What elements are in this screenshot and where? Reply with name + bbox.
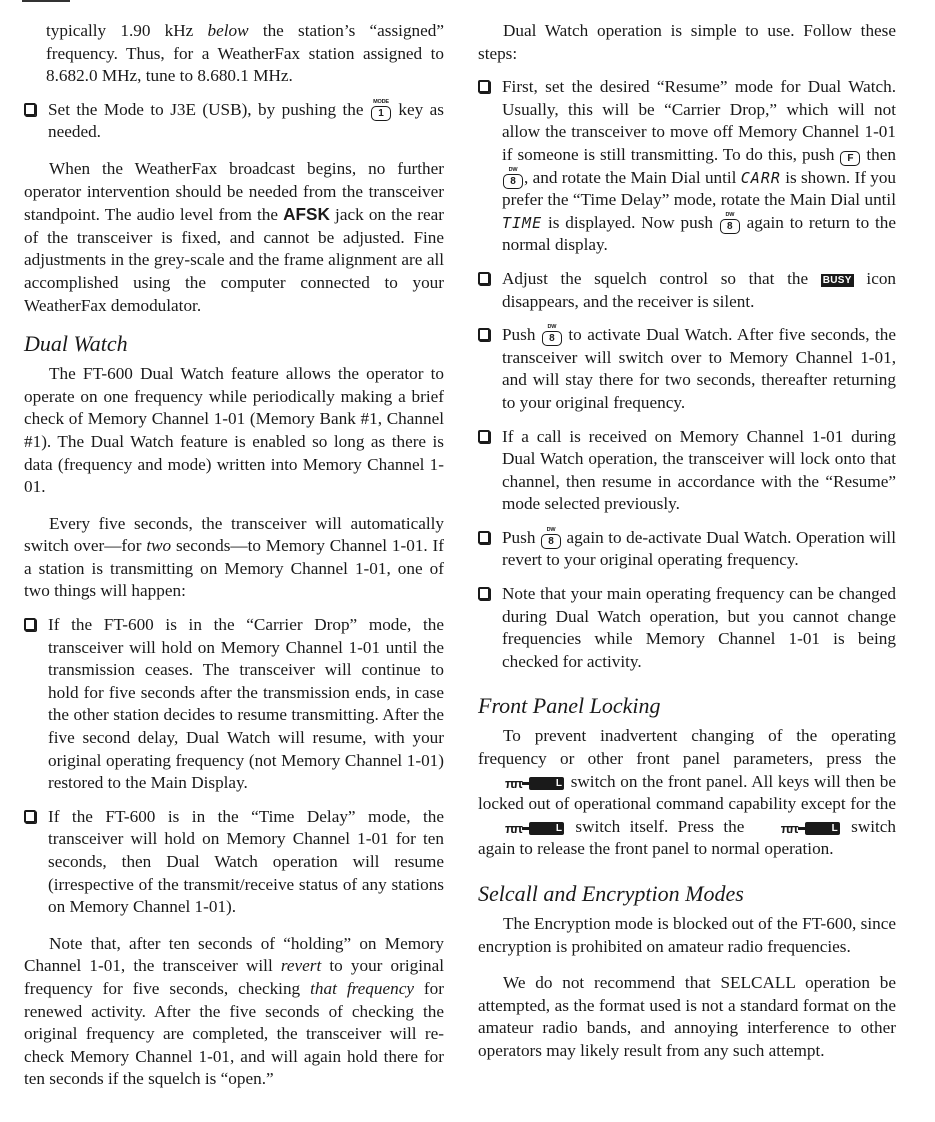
note-paragraph bbox=[24, 933, 444, 1091]
step-carrier-drop bbox=[24, 614, 444, 795]
f-key-icon bbox=[840, 151, 860, 166]
text: typically 1.90 kHz bbox=[46, 21, 208, 40]
left-column bbox=[24, 20, 444, 1091]
right-column bbox=[478, 20, 896, 1063]
key-label: F bbox=[847, 152, 854, 164]
step-note-frequency bbox=[478, 583, 896, 673]
step-time-delay bbox=[24, 806, 444, 919]
busy-icon: BUSY bbox=[822, 274, 852, 286]
lock-letter: L bbox=[529, 777, 564, 790]
key-sup-label: DW bbox=[725, 211, 735, 218]
key-label: 8 bbox=[549, 333, 555, 345]
text: icon disappears, and the receiver is silent. bbox=[502, 268, 897, 311]
text: switch on the front panel. All keys will then be locked out of operational command capability except for the bbox=[478, 771, 896, 814]
text: switch again to release the front panel to normal operation. bbox=[478, 816, 897, 859]
dual-watch-paragraph-1: The FT-600 Dual Watch feature allows the operator to operate on one frequency while periodically making a brief check of Memory Channel 1-01 (Memory Bank #1, Channel #1). The Dual Watch feature is enabled so long as there is data (frequency and mode) written into Memory Channel 1-01. bbox=[24, 364, 444, 497]
text: to your original frequency for five seconds, checking bbox=[24, 956, 444, 998]
right-intro: Dual Watch operation is simple to use. Follow these steps: bbox=[478, 21, 896, 63]
text: key as needed. bbox=[48, 99, 444, 142]
checkbox-icon[interactable] bbox=[478, 80, 490, 93]
text: then bbox=[861, 144, 896, 164]
dual-watch-paragraph-2 bbox=[24, 513, 444, 603]
key-sup-label: DW bbox=[546, 526, 556, 533]
text: If the FT-600 is in the “Carrier Drop” mode, the transceiver will hold on Memory Channel 1-01 until the transmission ceases. The transceiver will continue to hold for five seconds after the transmission ends, in case the other station decides to resume transmitting. After the five second delay, Dual Watch will resume, with your original operating frequency (not Memory Channel 1-01) restored to the Main Display. bbox=[48, 615, 444, 793]
text: is displayed. Now push bbox=[542, 212, 719, 232]
emphasis: revert bbox=[280, 956, 322, 976]
dw-key-icon bbox=[503, 166, 523, 189]
lock-key-icon: ππ L bbox=[505, 775, 563, 791]
text: seconds—to Memory Channel 1-01. If a station is transmitting on Memory Channel 1-01, one of two things will happen: bbox=[24, 536, 444, 601]
afsk-label: AFSK bbox=[283, 204, 330, 225]
text: If a call is received on Memory Channel 1-01 during Dual Watch operation, the transceiver will lock onto that channel, then resume in accordance with the “Resume” mode selected previously. bbox=[502, 426, 896, 514]
key-label: 1 bbox=[378, 107, 384, 119]
key-sup-label: DW bbox=[508, 166, 518, 173]
emphasis: below bbox=[207, 21, 249, 40]
checkbox-icon[interactable] bbox=[478, 587, 490, 600]
text: Note that your main operating frequency can be changed during Dual Watch operation, but you cannot change frequencies while Memory Channel 1-01 is being checked for activity. bbox=[502, 584, 896, 671]
checkbox-icon[interactable] bbox=[24, 618, 36, 631]
text: First, set the desired “Resume” mode for Dual Watch. Usually, this will be “Carrier Drop,” which will not allow the transceiver to move off Memory Channel 1-01 if someone is still transmitting. To do this, push bbox=[502, 77, 896, 164]
section-heading-front-panel-locking: Front Panel Locking bbox=[478, 693, 661, 719]
text: again to de-activate Dual Watch. Operation will revert to your original operating frequency. bbox=[502, 527, 896, 570]
page-corner-mark bbox=[22, 0, 70, 2]
key-sup-label: MODE bbox=[373, 98, 389, 105]
text: To prevent inadvertent changing of the operating frequency or other front panel parameters, press the bbox=[478, 726, 896, 769]
lcd-time-display: TIME bbox=[502, 213, 543, 232]
section-heading-dual-watch: Dual Watch bbox=[24, 331, 128, 357]
intro-continuation bbox=[46, 20, 444, 88]
step-set-mode bbox=[24, 99, 444, 144]
dw-key-icon bbox=[720, 211, 740, 234]
step-deactivate bbox=[478, 527, 896, 572]
section-heading-selcall: Selcall and Encryption Modes bbox=[478, 881, 744, 906]
dw-key-icon bbox=[541, 526, 561, 549]
text: Note that, after ten seconds of “holding” on Memory Channel 1-01, the transceiver will bbox=[24, 933, 444, 976]
lcd-carr-display: CARR bbox=[740, 168, 781, 187]
lock-letter: L bbox=[805, 822, 840, 835]
text: the station’s “assigned” frequency. Thus, for a WeatherFax station assigned to 8.682.0 MHz, tune to 8.680.1 MHz. bbox=[46, 21, 444, 86]
key-label: 8 bbox=[727, 220, 733, 232]
key-sup-label: DW bbox=[547, 324, 557, 331]
checkbox-icon[interactable] bbox=[478, 328, 490, 341]
emphasis: two bbox=[146, 536, 172, 556]
text: is shown. If you prefer the “Time Delay” mode, rotate the Main Dial until bbox=[502, 167, 897, 210]
text: Every five seconds, the transceiver will automatically switch over—for bbox=[24, 513, 444, 556]
checkbox-icon[interactable] bbox=[478, 430, 490, 443]
lock-key-icon: ππ L bbox=[780, 820, 838, 836]
text: If the FT-600 is in the “Time Delay” mode, the transceiver will hold on Memory Channel 1-01 for ten seconds, then Dual Watch operation will resume (irrespective of the transmit/receive status of any stations on Memory Channel 1-01). bbox=[48, 806, 444, 917]
text: When the WeatherFax broadcast begins, no further operator intervention should be needed from the transceiver standpoint. The audio level from the bbox=[24, 158, 444, 225]
front-panel-paragraph bbox=[478, 725, 896, 861]
selcall-paragraph-2: We do not recommend that SELCALL operation be attempted, as the format used is not a standard format on the amateur radio bands, and annoying interference to other operators may likely result from any such attempt. bbox=[478, 973, 896, 1060]
text: to activate Dual Watch. After five seconds, the transceiver will switch over to Memory Channel 1-01, and will stay there for two seconds, thereafter returning to your original frequency. bbox=[502, 325, 897, 412]
checkbox-icon[interactable] bbox=[478, 531, 490, 544]
text: Set the Mode to J3E (USB), by pushing the bbox=[48, 99, 370, 119]
lock-key-icon: ππ L bbox=[505, 820, 563, 836]
step-squelch bbox=[478, 268, 896, 313]
checkbox-icon[interactable] bbox=[24, 103, 36, 116]
mode-key-icon bbox=[371, 98, 391, 121]
checkbox-icon[interactable] bbox=[24, 810, 36, 823]
text: jack on the rear of the transceiver is fixed, and cannot be adjusted. Fine adjustments in the grey-scale and the frame alignment are all accomplished using the computer connected to your WeatherFax demodulator. bbox=[24, 205, 444, 315]
weatherfax-paragraph bbox=[24, 158, 444, 317]
checkbox-icon[interactable] bbox=[478, 272, 490, 285]
step-activate bbox=[478, 324, 896, 414]
text: Adjust the squelch control so that the bbox=[502, 268, 821, 288]
text: Push bbox=[502, 325, 541, 345]
lock-letter: L bbox=[529, 822, 564, 835]
text: Push bbox=[502, 527, 540, 547]
text: for renewed activity. After the five seconds of checking the original frequency are completed, the transceiver will re-check Memory Channel 1-01, and will again hold there for ten seconds if the squelch is “open.” bbox=[24, 978, 444, 1089]
text: switch itself. Press the bbox=[566, 816, 754, 836]
key-label: 8 bbox=[510, 175, 516, 187]
text: , and rotate the Main Dial until bbox=[524, 167, 741, 187]
emphasis: that frequency bbox=[310, 978, 414, 998]
selcall-paragraph-1: The Encryption mode is blocked out of the FT-600, since encryption is prohibited on amateur radio frequencies. bbox=[478, 914, 896, 956]
text: again to return to the normal display. bbox=[502, 212, 896, 255]
step-resume-mode bbox=[478, 76, 896, 257]
dw-key-icon bbox=[542, 324, 562, 346]
step-call-received bbox=[478, 426, 896, 516]
key-label: 8 bbox=[548, 535, 554, 547]
